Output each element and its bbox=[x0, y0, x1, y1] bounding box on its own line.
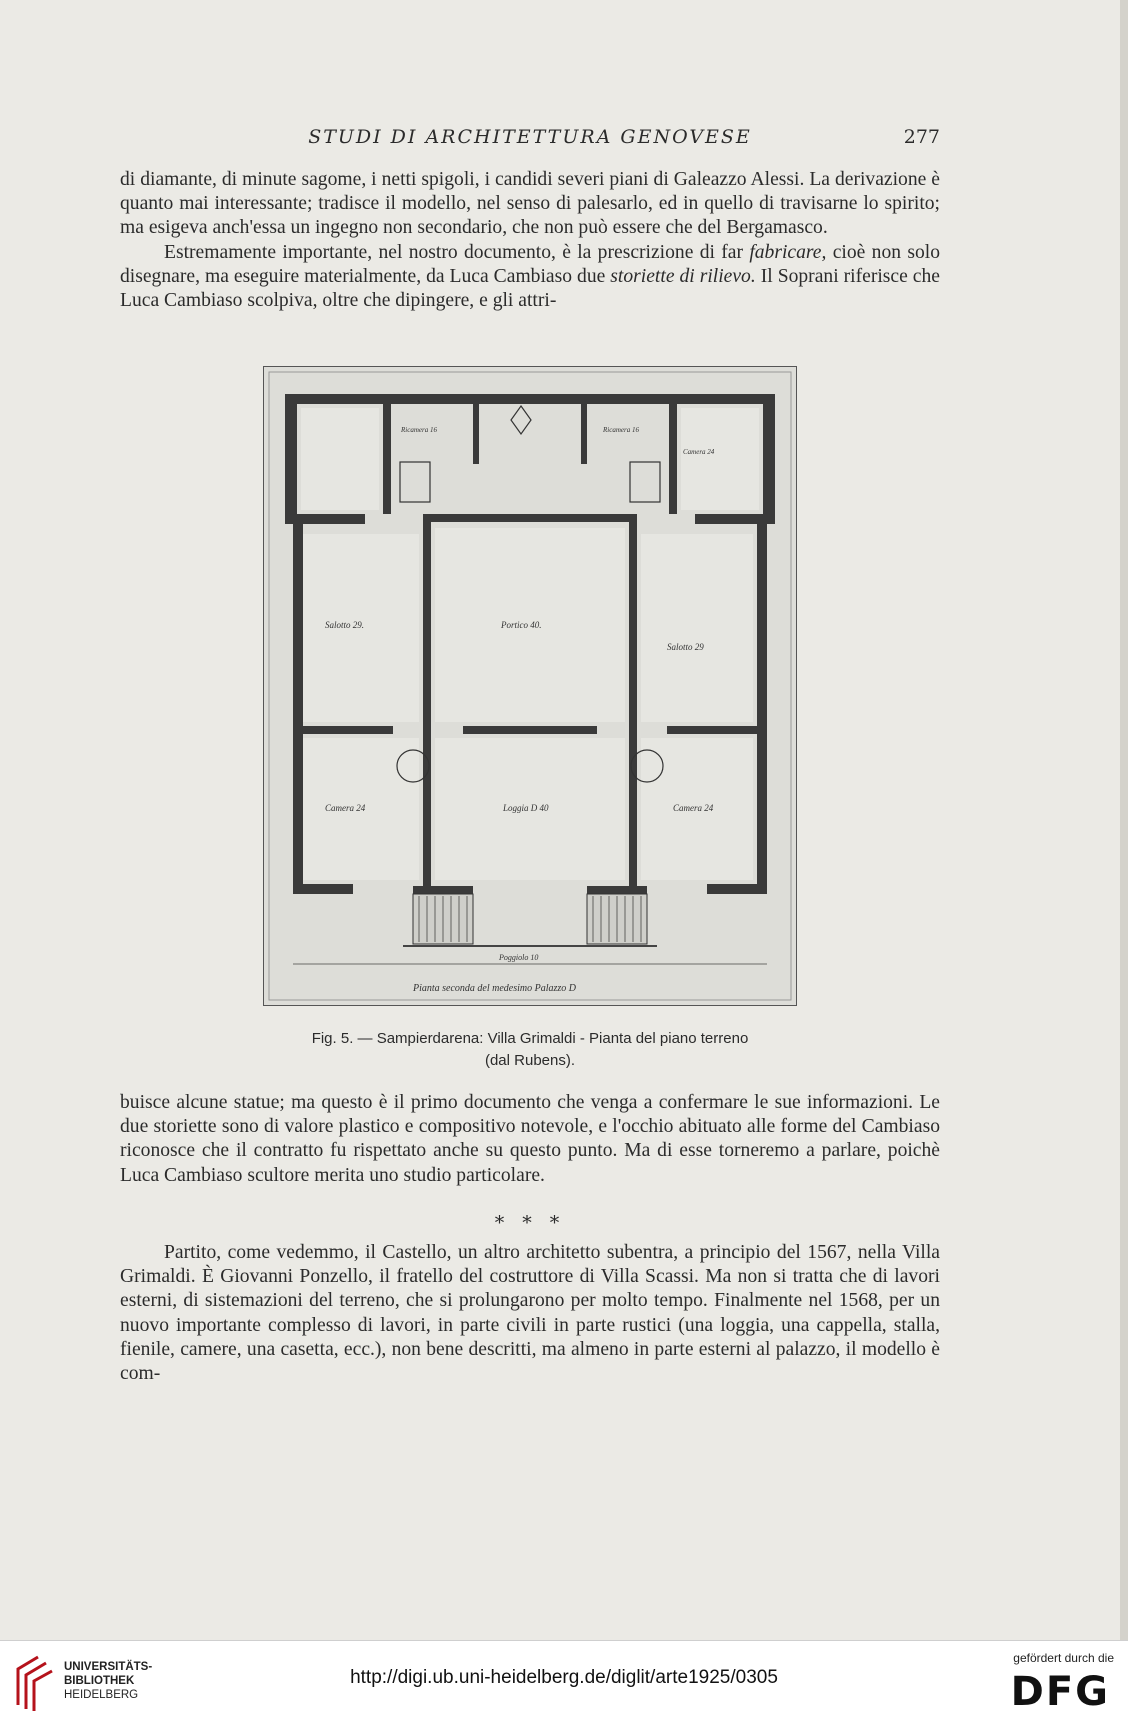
label-salotto-right: Salotto 29 bbox=[667, 642, 704, 652]
paragraph-2-emphasis-2: storiette di rilievo. bbox=[610, 265, 756, 287]
floor-plan-figure bbox=[263, 366, 797, 1006]
caption-line-2: (dal Rubens). bbox=[484, 1052, 576, 1069]
label-salotto-left: Salotto 29. bbox=[325, 620, 365, 630]
dfg-logo: DFG bbox=[1010, 1669, 1110, 1715]
caption-line-1: Fig. 5. — Sampierdarena: Villa Grimaldi - Pianta del piano terreno bbox=[311, 1030, 749, 1047]
label-plan-caption: Pianta seconda del medesimo Palazzo D bbox=[413, 983, 577, 994]
text-block-top bbox=[120, 168, 940, 313]
floor-plan-drawing bbox=[263, 366, 797, 1006]
paragraph-2 bbox=[120, 241, 940, 314]
footer-bar bbox=[0, 1640, 1128, 1726]
label-camera-left: Camera 24 bbox=[325, 803, 366, 813]
page-number: 277 bbox=[903, 126, 940, 148]
paragraph-4: Partito, come vedemmo, il Castello, un altro architetto subentra, a principio del 1567, nella Villa Grimaldi. È Giovanni Ponzello, il fratello del costruttore di Villa Scassi. Ma non si tratta che di lavori esterni, di sistemazioni del terreno, che si prolungarono per molto tempo. Finalmente nel 1568, per un nuovo importante complesso di lavori, in parte civili in parte rustici (una loggia, una cappella, stalla, fienile, camere, una casetta, ecc.), non bene descritti, ma almeno in parte esterni al palazzo, il modello è com- bbox=[120, 1242, 940, 1385]
paragraph-3: buisce alcune statue; ma questo è il primo documento che venga a confermare le sue informazioni. Le due storiette sono di valore plastico e compositivo notevole, e l'occhio abituato alle forme del Cambiaso riconosce che il contratto fu rispettato anche su questo punto. Ma di esse torneremo a parlare, poichè Luca Cambiaso scultore merita uno studio particolare. bbox=[120, 1092, 940, 1186]
label-camera-right: Camera 24 bbox=[673, 803, 714, 813]
label-poggiolo: Poggiolo 10 bbox=[499, 953, 539, 962]
section-separator: * * * bbox=[494, 1212, 566, 1234]
paragraph-2-part-b: cioè non solo disegnare, ma eseguire materialmente, da Luca Cambiaso due bbox=[120, 241, 940, 287]
library-line-1: UNIVERSITÄTS- bbox=[64, 1661, 153, 1673]
running-head bbox=[120, 126, 940, 156]
running-title: STUDI DI ARCHITETTURA GENOVESE bbox=[308, 126, 752, 148]
paragraph-2-part-c: Il Soprani riferisce che Luca Cambiaso scolpiva, oltre che dipingere, e gli attri- bbox=[120, 265, 940, 312]
label-room-top-right-2: Camera 24 bbox=[683, 448, 715, 456]
label-portico: Portico 40. bbox=[501, 620, 542, 630]
page-edge bbox=[1120, 0, 1128, 1640]
label-room-top-left: Ricamera 16 bbox=[401, 426, 437, 434]
paragraph-2-emphasis-1: fabricare, bbox=[749, 241, 827, 263]
library-line-2: BIBLIOTHEK bbox=[64, 1675, 135, 1687]
figure-caption bbox=[120, 1028, 940, 1072]
label-room-top-right: Ricamera 16 bbox=[603, 426, 639, 434]
text-block-bottom bbox=[120, 1241, 940, 1386]
text-block-middle bbox=[120, 1091, 940, 1188]
source-url-link[interactable]: http://digi.ub.uni-heidelberg.de/diglit/arte1925/0305 bbox=[350, 1667, 778, 1688]
paragraph-1: di diamante, di minute sagome, i netti spigoli, i candidi severi piani di Galeazzo Alessi. La derivazione è quanto mai interessante; tradisce il modello, nel senso di palesarlo, ed in quello di travisarne lo spirito; ma esigeva anch'essa un ingegno non secondario, che non può essere che del Bergamasco. bbox=[120, 169, 940, 239]
label-loggia: Loggia D 40 bbox=[503, 803, 549, 813]
library-line-3: HEIDELBERG bbox=[64, 1689, 139, 1701]
funding-note: gefördert durch die bbox=[1013, 1651, 1114, 1665]
paragraph-2-part-a: Estremamente importante, nel nostro documento, è la prescrizione di far bbox=[164, 241, 750, 263]
